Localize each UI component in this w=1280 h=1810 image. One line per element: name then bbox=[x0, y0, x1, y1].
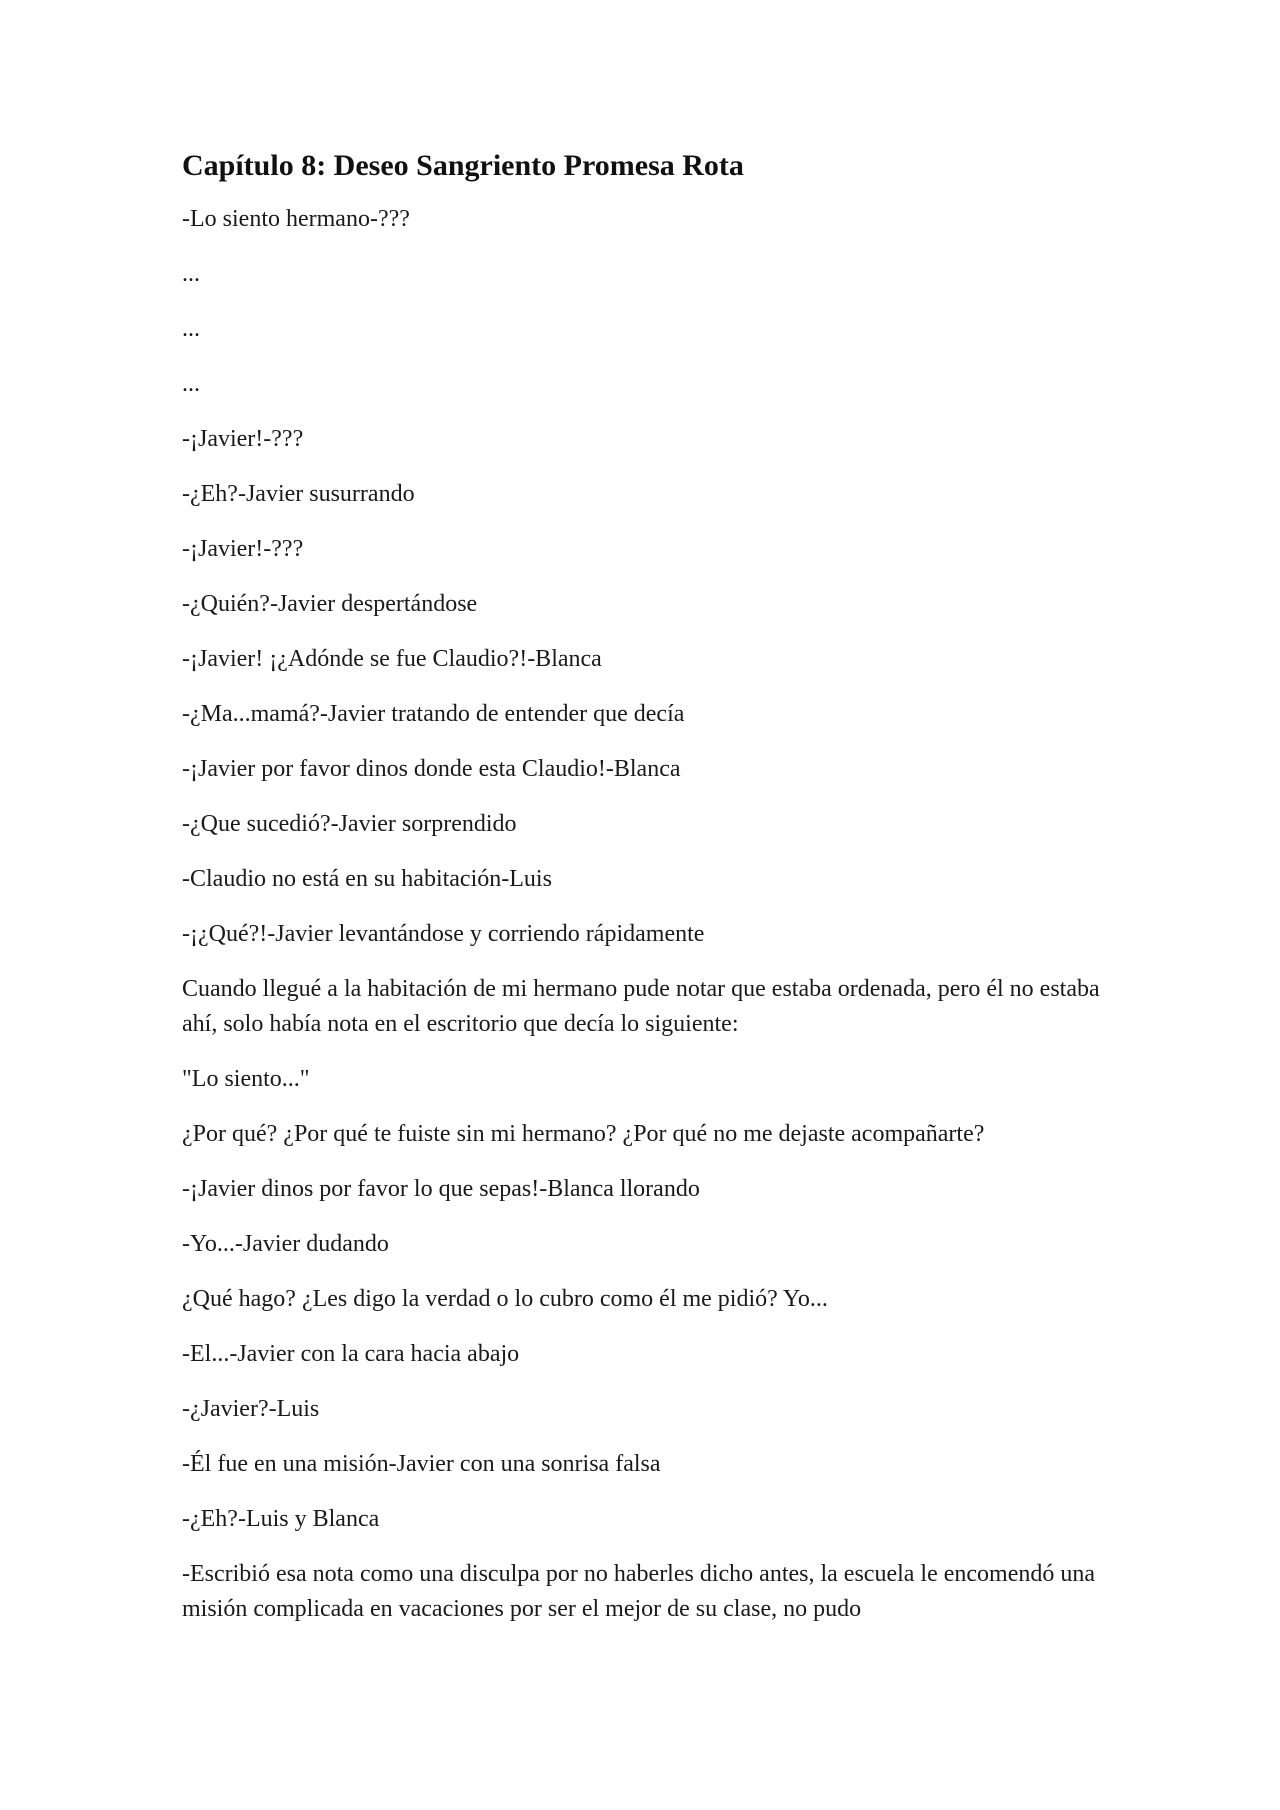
paragraph: -¿Javier?-Luis bbox=[182, 1396, 320, 1422]
paragraph: ... bbox=[182, 261, 200, 287]
document-body bbox=[182, 148, 1102, 1647]
paragraph: -¡Javier dinos por favor lo que sepas!-Blanca llorando bbox=[182, 1176, 700, 1202]
paragraph: -¿Eh?-Javier susurrando bbox=[182, 481, 415, 507]
paragraph: ... bbox=[182, 371, 200, 397]
paragraph: -Él fue en una misión-Javier con una sonrisa falsa bbox=[182, 1451, 661, 1477]
paragraph: -¡Javier!-??? bbox=[182, 536, 304, 562]
paragraph: ¿Qué hago? ¿Les digo la verdad o lo cubro como él me pidió? Yo... bbox=[182, 1286, 828, 1312]
paragraph: -El...-Javier con la cara hacia abajo bbox=[182, 1341, 520, 1367]
paragraph: ... bbox=[182, 316, 200, 342]
chapter-title: Capítulo 8: Deseo Sangriento Promesa Rota bbox=[182, 149, 744, 182]
paragraph: -¡Javier! ¡¿Adónde se fue Claudio?!-Blanca bbox=[182, 646, 602, 672]
paragraph: ¿Por qué? ¿Por qué te fuiste sin mi hermano? ¿Por qué no me dejaste acompañarte? bbox=[182, 1121, 985, 1147]
paragraph: -¿Ma...mamá?-Javier tratando de entender que decía bbox=[182, 701, 685, 727]
paragraph: -¿Que sucedió?-Javier sorprendido bbox=[182, 811, 517, 837]
paragraph: -¡Javier por favor dinos donde esta Claudio!-Blanca bbox=[182, 756, 681, 782]
paragraph: "Lo siento..." bbox=[182, 1066, 310, 1092]
paragraph: -¿Quién?-Javier despertándose bbox=[182, 591, 478, 617]
paragraph: -Escribió esa nota como una disculpa por no haberles dicho antes, la escuela le encomendó una misión complicada en vacaciones por ser el mejor de su clase, no pudo bbox=[182, 1561, 1096, 1622]
paragraph: -Yo...-Javier dudando bbox=[182, 1231, 389, 1257]
paragraph: -¡¿Qué?!-Javier levantándose y corriendo rápidamente bbox=[182, 921, 705, 947]
paragraph: -Claudio no está en su habitación-Luis bbox=[182, 866, 552, 892]
paragraph: -¿Eh?-Luis y Blanca bbox=[182, 1506, 380, 1532]
paragraph: -¡Javier!-??? bbox=[182, 426, 304, 452]
paragraph: -Lo siento hermano-??? bbox=[182, 206, 410, 232]
paragraph: Cuando llegué a la habitación de mi hermano pude notar que estaba ordenada, pero él no estaba ahí, solo había nota en el escritorio que decía lo siguiente: bbox=[182, 976, 1100, 1037]
